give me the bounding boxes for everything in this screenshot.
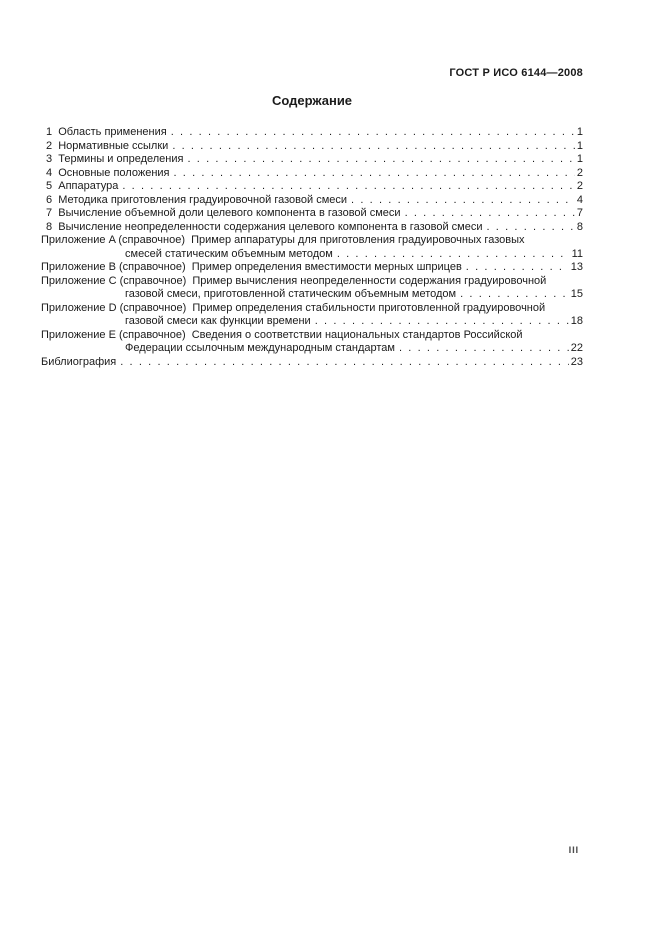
toc-entry <box>41 356 583 370</box>
doc-code: ГОСТ Р ИСО 6144—2008 <box>449 67 583 79</box>
toc-entry-label: 3 Термины и определения <box>46 153 184 165</box>
dot-leader <box>399 342 569 356</box>
toc-entry <box>41 234 583 248</box>
toc-entry-label: 6 Методика приготовления градуировочной газовой смеси <box>46 193 348 206</box>
toc-entry-label: смесей статическим объемным методом <box>125 247 333 260</box>
toc-entry-label: 5 Аппаратура <box>46 180 119 192</box>
toc-entry-page: 23 <box>570 355 583 368</box>
toc-entry-label: Приложение B (справочное) Пример определения вместимости мерных шприцев <box>41 261 462 273</box>
toc-entry-page: 7 <box>576 207 583 219</box>
toc-entry-label: Библиография <box>41 355 117 368</box>
toc-entry-label: газовой смеси, приготовленной статическим объемным методом <box>125 288 457 300</box>
dot-leader <box>171 126 575 140</box>
dot-leader <box>405 207 575 221</box>
dot-leader <box>174 167 575 181</box>
toc-entry <box>41 194 583 208</box>
toc-entry-label: 8 Вычисление неопределенности содержания целевого компонента в газовой смеси <box>46 220 483 233</box>
dot-leader <box>337 248 570 262</box>
toc-entry <box>41 167 583 181</box>
dot-leader <box>466 261 569 275</box>
toc-entry-label: 4 Основные положения <box>46 166 170 179</box>
toc-entry-page: 2 <box>576 166 583 179</box>
toc-entry <box>41 261 583 275</box>
toc-entry <box>41 126 583 140</box>
toc-entry-continuation <box>41 315 583 329</box>
toc-title: Содержание <box>271 93 353 108</box>
toc-entry-page: 2 <box>576 180 583 192</box>
dot-leader <box>351 194 575 208</box>
toc-entry-label: Приложение E (справочное) Сведения о соответствии национальных стандартов Российской <box>41 328 523 341</box>
page-number: III <box>568 845 579 856</box>
toc-entry-label: Федерации ссылочным международным стандартам <box>125 342 395 354</box>
dot-leader <box>120 356 569 370</box>
toc-entry-label: Приложение A (справочное) Пример аппаратуры для приготовления градуировочных газовых <box>41 234 525 246</box>
dot-leader <box>460 288 569 302</box>
toc-entry-label: 7 Вычисление объемной доли целевого компонента в газовой смеси <box>46 207 401 219</box>
toc-entry <box>41 221 583 235</box>
toc-entry-continuation <box>41 342 583 356</box>
toc-entry <box>41 140 583 154</box>
toc-entry-page: 1 <box>576 139 583 152</box>
toc-entry-label: 2 Нормативные ссылки <box>46 139 169 152</box>
toc-entry-page: 22 <box>570 342 583 354</box>
toc-entry-continuation <box>41 248 583 262</box>
toc-entry <box>41 302 583 316</box>
toc-entry-page: 1 <box>576 153 583 165</box>
toc-entry <box>41 275 583 289</box>
dot-leader <box>315 315 569 329</box>
dot-leader <box>187 153 574 167</box>
dot-leader <box>172 140 575 154</box>
toc-entry <box>41 207 583 221</box>
toc-entry-page: 11 <box>571 247 583 260</box>
toc-entry-label: Приложение D (справочное) Пример определения стабильности приготовленной градуировочной <box>41 301 546 314</box>
toc-entry-page: 18 <box>570 315 583 327</box>
toc-entry-page: 1 <box>576 126 583 138</box>
toc-entry <box>41 180 583 194</box>
toc-entry-continuation <box>41 288 583 302</box>
toc-entry-page: 15 <box>570 288 583 300</box>
toc-entry-label: 1 Область применения <box>46 126 167 138</box>
toc-entry-label: газовой смеси как функции времени <box>125 315 311 327</box>
toc-entry-page: 8 <box>576 220 583 233</box>
toc-entry-label: Приложение C (справочное) Пример вычисления неопределенности содержания градуировочной <box>41 274 547 287</box>
toc-entry-page: 4 <box>576 193 583 206</box>
dot-leader <box>486 221 574 235</box>
dot-leader <box>122 180 575 194</box>
toc-entry-page: 13 <box>570 261 583 273</box>
table-of-contents <box>41 126 583 369</box>
toc-entry <box>41 329 583 343</box>
toc-entry <box>41 153 583 167</box>
